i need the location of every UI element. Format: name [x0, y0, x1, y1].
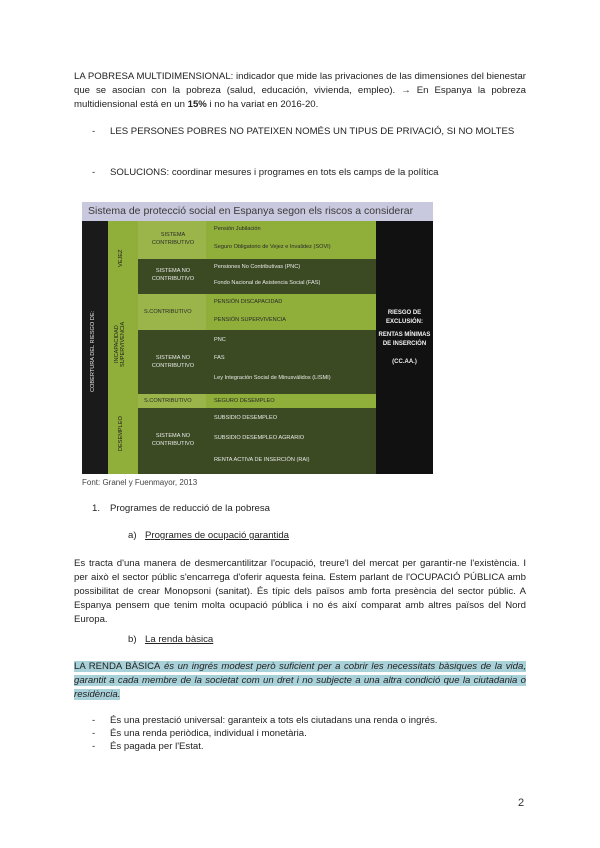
heading-number: 1. [92, 503, 101, 514]
bullet-mark: - [92, 728, 96, 739]
bullet-item: És pagada per l'Estat. [110, 741, 204, 752]
items-des-nc [206, 408, 376, 474]
figure-item: Seguro Obligatorio de Vejez e Invalidez (SOVI) [214, 244, 331, 250]
protection-system-figure [82, 202, 433, 474]
system-label: S.CONTRIBUTIVO [144, 309, 192, 315]
system-vejez-nc [138, 259, 206, 294]
figure-body [82, 221, 433, 474]
bullet-item: És una renda periòdica, individual i monetària. [110, 728, 307, 739]
system-label: SISTEMA NO CONTRIBUTIVO [151, 433, 195, 447]
system-label: S.CONTRIBUTIVO [144, 398, 192, 404]
figure-item: PENSIÓN DISCAPACIDAD [214, 299, 283, 305]
figure-item: PNC [214, 337, 226, 343]
system-inc-c [138, 294, 206, 330]
coverage-label: COBERTURA DEL RIESGO DE: [90, 310, 96, 392]
figure-item: PENSIÓN SUPERVIVENCIA [214, 317, 287, 323]
group-incapacidad [108, 294, 138, 394]
intro-term: LA POBRESA MULTIDIMENSIONAL: [74, 71, 234, 82]
figure-caption: Font: Granel y Fuenmayor, 2013 [82, 478, 198, 487]
page-number: 2 [518, 797, 525, 809]
items-vejez-c [206, 221, 376, 259]
coverage-column [82, 221, 108, 474]
ocupacio-paragraph: Es tracta d'una manera de desmercantilitzar l'ocupació, treure'l del mercat per garantir-ne l'existència. I per això el sector públic s'encarrega d'oferir aquesta feina. Estem parlant de l'OCUPACIÓ PÚBLICA amb possibilitat de crear Monopsoni (sanitat). És típic dels països amb forta presència del sector públic. A Espanya pensem que tenim molta ocupació pública i no és així comparat amb altres països del Nord Europa. [74, 558, 526, 625]
exclusion-title: RIESGO DE EXCLUSIÓN: [385, 310, 423, 325]
figure-title: Sistema de protecció social en Espanya segon els riscos a considerar [82, 202, 433, 221]
group-vejez-label: VEJEZ [118, 249, 124, 268]
group-vejez [108, 221, 138, 294]
items-vejez-nc [206, 259, 376, 294]
figure-item: FAS [214, 355, 225, 361]
system-vejez-c [138, 221, 206, 259]
subheading-b-letter: b) [128, 634, 137, 645]
items-des-c [206, 394, 376, 408]
bullet-mark: - [92, 715, 96, 726]
figure-item: SEGURO DESEMPLEO [214, 398, 275, 404]
intro-text2: i no ha variat en 2016-20. [206, 99, 319, 110]
system-label: SISTEMA CONTRIBUTIVO [151, 232, 195, 246]
renda-term: LA RENDA BÀSICA [74, 661, 161, 672]
group-incapacidad-label: INCAPACIDAD SUPERVIVENCIA [114, 321, 126, 367]
intro-text: indicador que mide las privaciones de las dimensiones del bienestar que se asocian con la pobreza (salud, educación, vivienda, empleo). → En Espanya la pobreza multidiensional está en un [74, 71, 527, 110]
system-label: SISTEMA NO CONTRIBUTIVO [151, 268, 195, 282]
exclusion-box [376, 221, 433, 474]
renda-definition [74, 660, 526, 702]
group-desempleo-label: DESEMPLEO [118, 416, 124, 452]
bullet-mark: - [92, 167, 96, 178]
items-inc-c [206, 294, 376, 330]
bullet-mark: - [92, 126, 96, 137]
figure-item: SUBSIDIO DESEMPLEO [214, 415, 278, 421]
renda-text: és un ingrés modest però suficient per a cobrir les necessitats bàsiques de la vida, garantit a cada membre de la societat com un dret i no subjecte a una altra condició que la ciutadania o residència. [74, 661, 526, 700]
bullet-item: LES PERSONES POBRES NO PATEIXEN NOMÉS UN TIPUS DE PRIVACIÓ, SI NO MOLTES [110, 126, 515, 137]
subheading-a-letter: a) [128, 530, 137, 541]
intro-paragraph [74, 70, 526, 112]
figure-item: Pensiones No Contributivas (PNC) [214, 264, 301, 270]
figure-item: Fondo Nacional de Asistencia Social (FAS) [214, 280, 321, 286]
exclusion-region: (CC.AA.) [392, 359, 417, 365]
figure-item: Pensión Jubilación [214, 226, 261, 232]
intro-pct: 15% [187, 99, 207, 110]
bullet-item: És una prestació universal: garanteix a tots els ciutadans una renda o ingrés. [110, 715, 438, 726]
bullet-mark: - [92, 741, 96, 752]
figure-item: RENTA ACTIVA DE INSERCIÓN (RAI) [214, 457, 310, 463]
bullet-item: SOLUCIONS: coordinar mesures i programes en tots els camps de la política [110, 167, 439, 178]
subheading-b-text: La renda bàsica [145, 634, 214, 645]
heading-text: Programes de reducció de la pobresa [110, 503, 270, 514]
exclusion-text: RENTAS MÍNIMAS DE INSERCIÓN [378, 332, 431, 347]
subheading-a-text: Programes de ocupació garantida [145, 530, 289, 541]
items-inc-nc [206, 330, 376, 394]
figure-item: SUBSIDIO DESEMPLEO AGRARIO [214, 435, 305, 441]
system-des-nc [138, 408, 206, 474]
figure-item: Ley Integración Social de Minusválidos (LISMI) [214, 375, 331, 381]
system-label: SISTEMA NO CONTRIBUTIVO [151, 355, 195, 369]
system-inc-nc [138, 330, 206, 394]
system-des-c [138, 394, 206, 408]
group-desempleo [108, 394, 138, 474]
